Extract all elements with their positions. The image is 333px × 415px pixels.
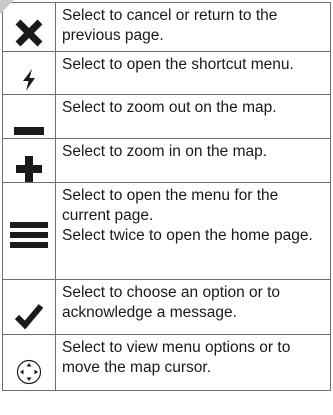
icon-cell bbox=[3, 183, 56, 280]
description-cell bbox=[56, 183, 331, 280]
description-text: Select to open the menu for the current page. bbox=[62, 187, 279, 224]
hamburger-menu-icon bbox=[3, 183, 55, 283]
description-cell bbox=[56, 52, 331, 95]
description-cell bbox=[56, 95, 331, 139]
icon-legend-table bbox=[2, 2, 331, 391]
description-text: Select to cancel or return to the previous page. bbox=[62, 7, 278, 44]
icon-cell bbox=[3, 335, 56, 391]
page-corner-fold bbox=[0, 0, 14, 14]
icon-cell bbox=[3, 139, 56, 183]
description-text: Select to view menu options or to move the map cursor. bbox=[62, 339, 291, 376]
legend-row-check bbox=[3, 280, 331, 335]
legend-row-shortcut bbox=[3, 52, 331, 95]
legend-row-cancel bbox=[3, 3, 331, 52]
legend-row-zoom-in bbox=[3, 139, 331, 183]
description-text: Select to open the shortcut menu. bbox=[62, 56, 294, 73]
description-cell bbox=[56, 139, 331, 183]
directional-pad-icon bbox=[3, 335, 55, 399]
description-cell bbox=[56, 3, 331, 52]
legend-row-zoom-out bbox=[3, 95, 331, 139]
description-text: Select twice to open the home page. bbox=[62, 227, 313, 244]
icon-cell bbox=[3, 280, 56, 335]
description-text: Select to choose an option or to acknowledge a message. bbox=[62, 284, 281, 321]
description-cell bbox=[56, 280, 331, 335]
legend-row-dpad bbox=[3, 335, 331, 391]
description-text: Select to zoom in on the map. bbox=[62, 143, 268, 160]
icon-cell bbox=[3, 95, 56, 139]
description-cell bbox=[56, 335, 331, 391]
legend-row-menu bbox=[3, 183, 331, 280]
description-text: Select to zoom out on the map. bbox=[62, 99, 277, 116]
icon-cell bbox=[3, 52, 56, 95]
